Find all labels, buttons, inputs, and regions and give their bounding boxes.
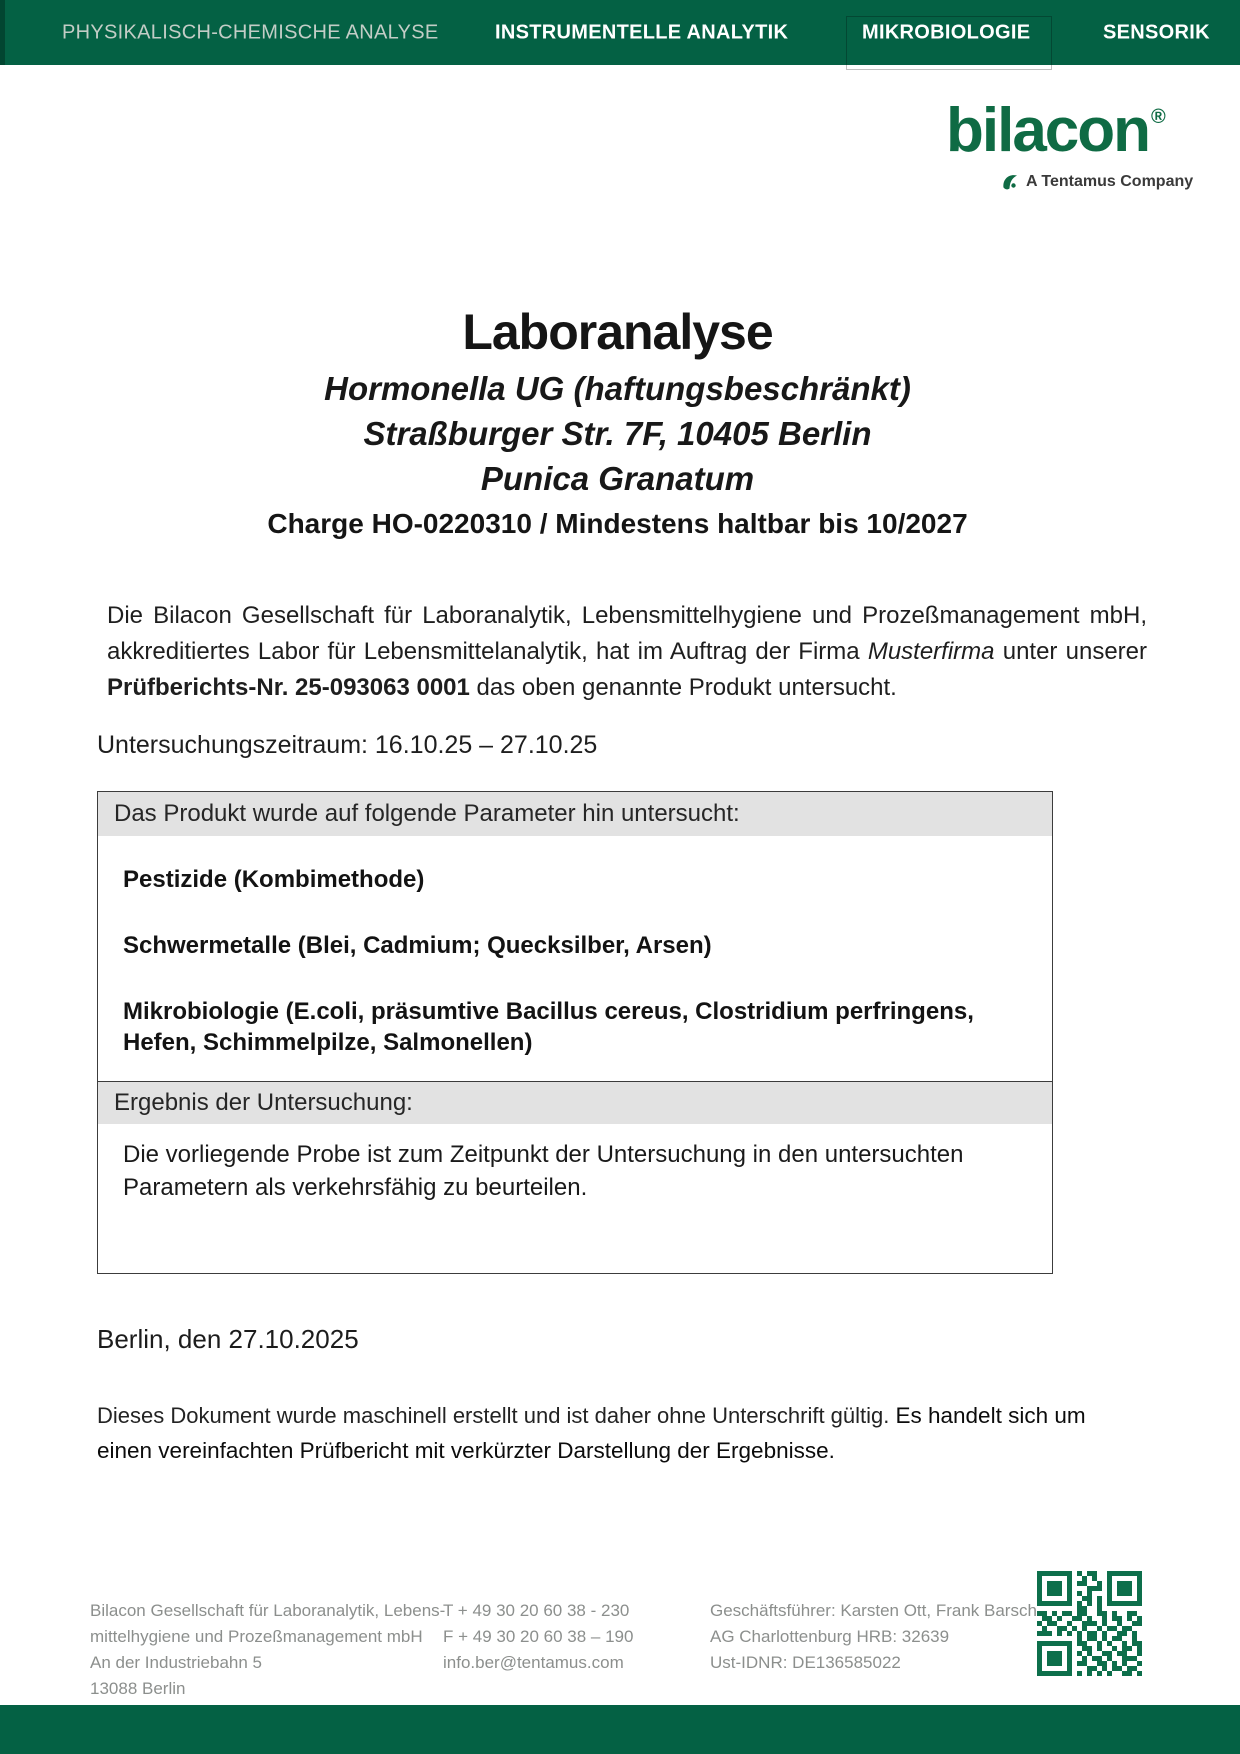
nav-mikrobiologie: MIKROBIOLOGIE	[862, 21, 1031, 43]
nav-instrumentelle-analytik: INSTRUMENTELLE ANALYTIK	[495, 21, 789, 43]
result-text: Die vorliegende Probe ist zum Zeitpunkt der Untersuchung in den untersuchten Parametern als verkehrsfähig zu beurteilen.	[123, 1141, 964, 1201]
footer-email-line: info.ber@tentamus.com	[443, 1653, 624, 1672]
product-name-line: Punica Granatum	[480, 460, 755, 497]
parameter-item-schwermetalle: Schwermetalle (Blei, Cadmium; Quecksilber, Arsen)	[123, 932, 712, 959]
client-name-line: Hormonella UG (haftungsbeschränkt)	[324, 370, 911, 407]
examination-period-line: Untersuchungszeitraum: 16.10.25 – 27.10.25	[97, 731, 598, 759]
tentamus-leaf-icon	[1000, 172, 1020, 192]
parameter-item-pestizide: Pestizide (Kombimethode)	[123, 866, 425, 893]
disclaimer-sentence-2: Es handelt sich um einen vereinfachten Prüfbericht mit verkürzter Darstellung der Ergebnisse.	[97, 1403, 1086, 1463]
footer-address-line: Bilacon Gesellschaft für Laboranalytik, Lebens-	[90, 1601, 446, 1620]
footer-phone-line: T + 49 30 20 60 38 - 230	[443, 1601, 630, 1620]
nav-sensorik: SENSORIK	[1103, 21, 1210, 43]
client-address-line: Straßburger Str. 7F, 10405 Berlin	[363, 415, 872, 452]
bilacon-logo	[946, 96, 1166, 165]
letterhead-top-bar	[0, 0, 1240, 65]
footer-legal-column	[710, 1598, 1037, 1676]
parameters-result-box	[97, 791, 1053, 1274]
disclaimer-paragraph	[97, 1398, 1145, 1468]
charge-line: Charge HO-0220310 / Mindestens haltbar bis 10/2027	[267, 508, 968, 539]
disclaimer-sentence-1: Dieses Dokument wurde maschinell erstellt und ist daher ohne Unterschrift gültig.	[97, 1403, 896, 1428]
parameters-header-band: Das Produkt wurde auf folgende Parameter hin untersucht:	[98, 792, 1052, 836]
document-subtitle-block	[95, 366, 1140, 501]
tentamus-tagline	[1000, 172, 1193, 192]
footer-fax-line: F + 49 30 20 60 38 – 190	[443, 1627, 634, 1646]
intro-report-number-bold: Prüfberichts-Nr. 25-093063 0001	[107, 674, 470, 701]
document-title: Laboranalyse	[462, 304, 773, 360]
intro-text-middle: unter unserer	[994, 638, 1148, 665]
bilacon-logo-text: bilacon	[946, 96, 1150, 165]
intro-text-start: Die Bilacon Gesellschaft für Laboranalytik, Lebensmittelhygiene und Prozeßmanagement mbH, akkreditiertes Labor für Lebensmittelanalytik, hat im Auftrag der Firma	[107, 602, 1147, 665]
footer-address-column	[90, 1598, 445, 1702]
qr-code	[1037, 1571, 1142, 1676]
letterhead-bottom-bar	[0, 1705, 1240, 1754]
top-bar-left-edge	[0, 0, 5, 65]
footer-contact-column	[443, 1598, 633, 1676]
result-header-band: Ergebnis der Untersuchung:	[98, 1081, 1052, 1124]
footer-address-line: mittelhygiene und Prozeßmanagement mbH	[90, 1627, 423, 1646]
intro-text-end: das oben genannte Produkt untersucht.	[469, 674, 897, 701]
footer-registry-line: AG Charlottenburg HRB: 32639	[710, 1627, 950, 1646]
footer-vat-id-line: Ust-IDNR: DE136585022	[710, 1653, 901, 1672]
footer-managing-directors-line: Geschäftsführer: Karsten Ott, Frank Barsch	[710, 1601, 1037, 1620]
footer-address-line: An der Industriebahn 5	[90, 1653, 263, 1672]
place-date-line: Berlin, den 27.10.2025	[97, 1324, 359, 1354]
nav-physikalisch-chemische-analyse: PHYSIKALISCH-CHEMISCHE ANALYSE	[62, 21, 439, 43]
registered-trademark-symbol: ®	[1151, 106, 1166, 128]
intro-paragraph	[107, 598, 1147, 706]
parameter-item-mikrobiologie: Mikrobiologie (E.coli, präsumtive Bacillus cereus, Clostridium perfringens, Hefen, Schimmelpilze, Salmonellen)	[123, 998, 974, 1056]
footer-address-line: 13088 Berlin	[90, 1679, 186, 1698]
tentamus-tagline-text: A Tentamus Company	[1026, 173, 1194, 190]
intro-company-italic: Musterfirma	[867, 638, 995, 665]
